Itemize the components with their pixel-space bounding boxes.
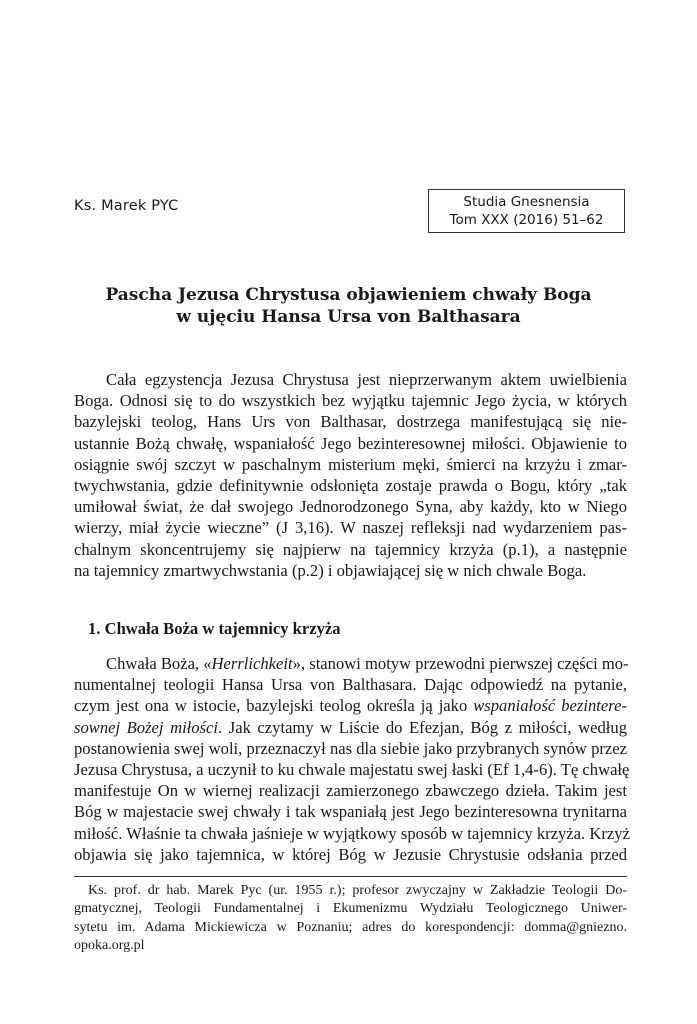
paragraph-line (74, 653, 627, 674)
section1-paragraph (74, 653, 630, 865)
text-run: », stanowi motyw przewodni pierwszej części mo- (292, 654, 629, 673)
paragraph-line: chalnym skoncentrujemy się najpierw na tajemnicy krzyża (p.1), a następnie (74, 539, 627, 559)
author-name: Ks. Marek PYC (74, 198, 179, 214)
intro-paragraph (74, 369, 627, 581)
footnote-divider (74, 876, 627, 877)
paragraph-line: Cała egzystencja Jezusa Chrystusa jest nieprzerwanym aktem uwielbienia (106, 370, 627, 389)
title-line-2: w ujęciu Hansa Ursa von Balthasara (176, 307, 521, 327)
paragraph-line: objawia się jako tajemnica, w której Bóg w Jezusie Chrystusie odsłania przed (74, 844, 627, 864)
paragraph-line: numentalnej teologii Hansa Ursa von Balthasara. Dając odpowiedź na pytanie, (74, 675, 627, 695)
paragraph-line (74, 717, 627, 738)
paragraph-line: Boga. Odnosi się to do wszystkich bez wyjątku tajemnic Jego życia, w których (74, 391, 627, 411)
paragraph-line: manifestuje On w wiernej realizacji zamierzonego zbawczego dzieła. Takim jest (74, 781, 627, 801)
journal-volume: Tom XXX (2016) 51–62 (449, 212, 604, 228)
italic-term: wspaniałość bezintere- (473, 696, 627, 716)
paragraph-line: na tajemnicy zmartwychwstania (p.2) i objawiającej się w nich chwale Boga. (74, 560, 587, 580)
paragraph-line: Bóg w majestacie swej chwały i tak wspaniałą jest Jego bezinteresowna trynitarna (74, 802, 627, 822)
journal-name: Studia Gnesnensia (463, 194, 590, 210)
paragraph-line: miłość. Właśnie ta chwała jaśnieje w wyjątkowy sposób w tajemnicy krzyża. Krzyż (74, 823, 630, 843)
text-run: Chwała Boża, « (106, 654, 212, 673)
author-footnote (74, 882, 627, 956)
paragraph-line: Jezusa Chrystusa, a uczynił to ku chwale majestatu swej łaski (Ef 1,4-6). Tę chwałę (74, 759, 630, 779)
title-line-1: Pascha Jezusa Chrystusa objawieniem chwały Boga (105, 285, 592, 305)
paragraph-line: osiągnie swój szczyt w paschalnym misterium męki, śmierci na krzyżu i zmar- (74, 454, 627, 474)
footnote-line: Ks. prof. dr hab. Marek Pyc (ur. 1955 r.); profesor zwyczajny w Zakładzie Teologii Do- (88, 883, 627, 898)
footnote-line: opoka.org.pl (74, 938, 145, 954)
paragraph-line: ustannie Bożą chwałę, wspaniałość Jego bezinteresownej miłości. Objawienie to (74, 433, 627, 453)
paragraph-line: wierzy, miał życie wieczne” (J 3,16). W naszej refleksji nad wydarzeniem pas- (74, 518, 627, 538)
section-heading: 1. Chwała Boża w tajemnicy krzyża (88, 619, 341, 638)
footnote-line: sytetu im. Adama Mickiewicza w Poznaniu; adres do korespondencji: domma@gniezno. (74, 919, 627, 935)
footnote-line: gmatycznej, Teologii Fundamentalnej i Ekumenizmu Wydziału Teologicznego Uniwer- (74, 901, 627, 917)
article-title (70, 284, 627, 328)
paragraph-line: twychwstania, gdzie definitywnie odsłonięta zostaje prawda o Bogu, który „tak (74, 475, 627, 495)
paragraph-line: umiłował świat, że dał swojego Jednorodzonego Syna, aby każdy, kto w Niego (74, 497, 627, 517)
italic-term: sownej Bożej miłości (74, 717, 219, 737)
paragraph-line (74, 695, 627, 716)
text-run: czym jest ona w istocie, bazylejski teolog określa ją jako (74, 696, 474, 716)
paragraph-line: bazylejski teolog, Hans Urs von Balthasar, dostrzega manifestującą się nie- (74, 412, 627, 432)
italic-term: Herrlichkeit (211, 654, 293, 673)
text-run: . Jak czytamy w Liście do Efezjan, Bóg z miłości, według (218, 717, 627, 737)
paragraph-line: postanowienia swej woli, przeznaczył nas dla siebie jako przybranych synów przez (74, 738, 627, 758)
journal-citation-box (428, 189, 625, 233)
